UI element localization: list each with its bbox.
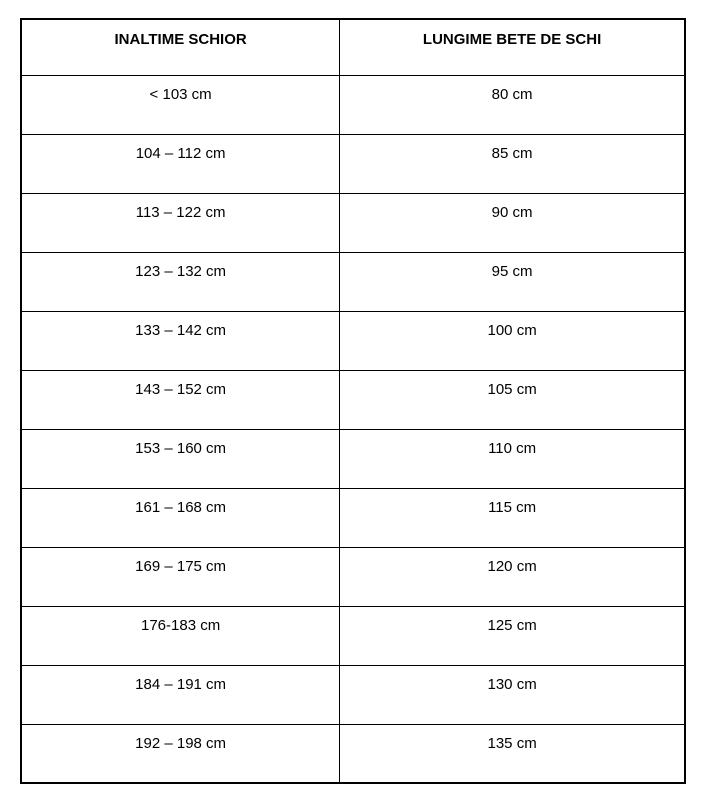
table-row [21,724,685,783]
cell-skier-height: < 103 cm [21,75,340,134]
cell-skier-height: 153 – 160 cm [21,429,340,488]
cell-skier-height: 133 – 142 cm [21,311,340,370]
cell-skier-height: 161 – 168 cm [21,488,340,547]
header-row [21,19,685,75]
table-row [21,665,685,724]
column-header-skier-height: INALTIME SCHIOR [21,19,340,75]
table-row [21,252,685,311]
cell-skier-height: 123 – 132 cm [21,252,340,311]
cell-pole-length: 80 cm [340,75,685,134]
cell-pole-length: 105 cm [340,370,685,429]
cell-skier-height: 104 – 112 cm [21,134,340,193]
table-row [21,134,685,193]
cell-skier-height: 113 – 122 cm [21,193,340,252]
table-header [21,19,685,75]
table-row [21,547,685,606]
cell-skier-height: 143 – 152 cm [21,370,340,429]
cell-pole-length: 135 cm [340,724,685,783]
cell-pole-length: 85 cm [340,134,685,193]
cell-pole-length: 120 cm [340,547,685,606]
cell-pole-length: 110 cm [340,429,685,488]
cell-pole-length: 115 cm [340,488,685,547]
table-body [21,75,685,783]
cell-pole-length: 90 cm [340,193,685,252]
cell-pole-length: 100 cm [340,311,685,370]
cell-skier-height: 192 – 198 cm [21,724,340,783]
cell-skier-height: 176-183 cm [21,606,340,665]
cell-skier-height: 184 – 191 cm [21,665,340,724]
cell-skier-height: 169 – 175 cm [21,547,340,606]
cell-pole-length: 125 cm [340,606,685,665]
table-row [21,311,685,370]
ski-pole-size-table-container [20,18,686,784]
table-row [21,370,685,429]
table-row [21,75,685,134]
table-row [21,193,685,252]
cell-pole-length: 130 cm [340,665,685,724]
column-header-pole-length: LUNGIME BETE DE SCHI [340,19,685,75]
table-row [21,488,685,547]
cell-pole-length: 95 cm [340,252,685,311]
table-row [21,606,685,665]
ski-pole-size-table [20,18,686,784]
table-row [21,429,685,488]
